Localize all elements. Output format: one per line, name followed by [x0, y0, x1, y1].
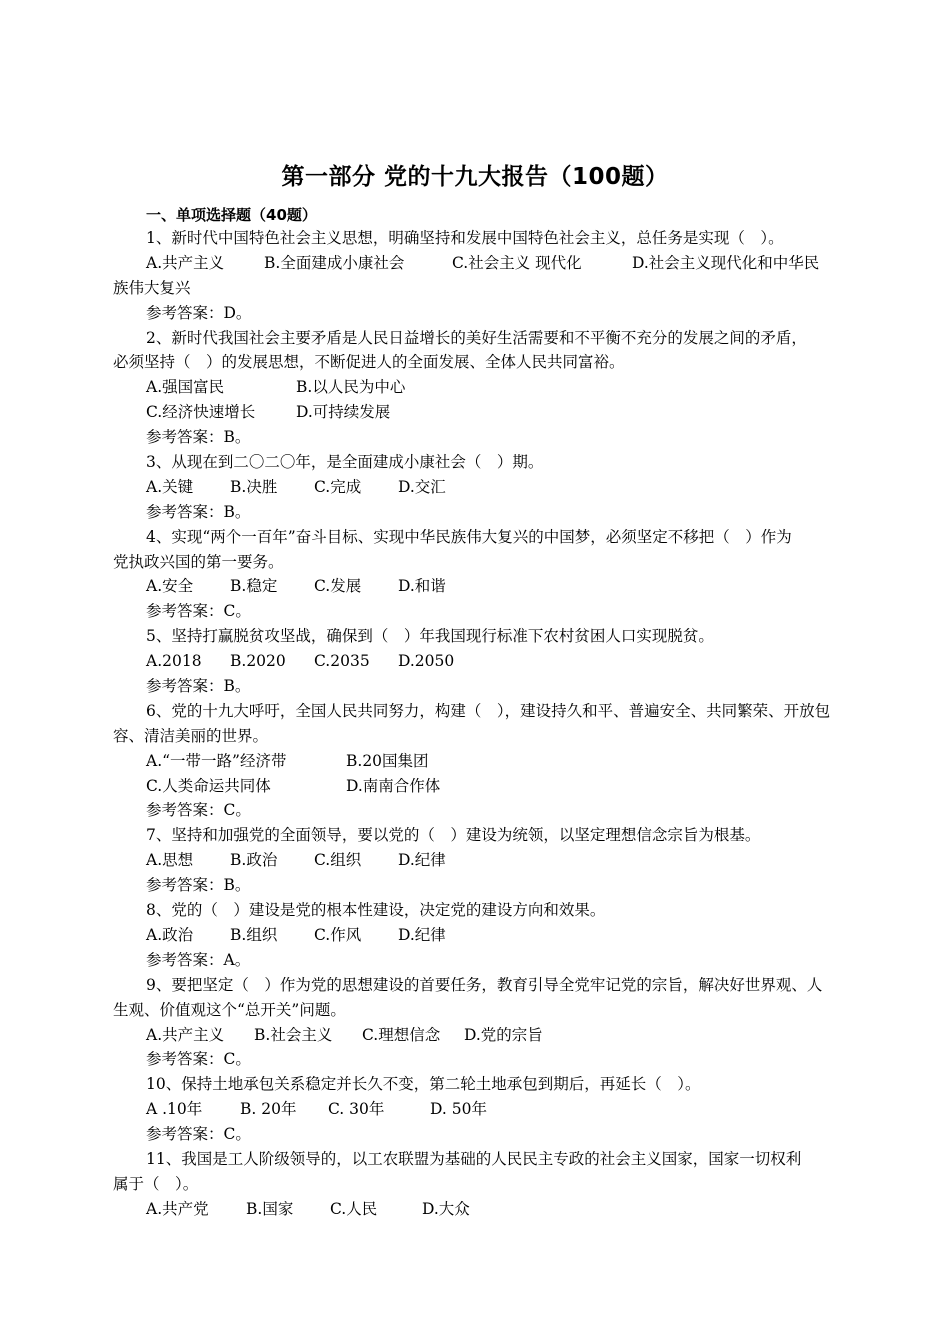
- question-text: 3、从现在到二〇二〇年，是全面建成小康社会（ ）期。: [146, 453, 544, 472]
- answer-text: 参考答案：B。: [146, 428, 251, 447]
- option-text: C.2035: [314, 652, 370, 671]
- question-text: 9、要把坚定（ ）作为党的思想建设的首要任务，教育引导全党牢记党的宗旨，解决好世界观、人: [146, 975, 823, 994]
- option-text: A.思想: [146, 851, 194, 870]
- option-text: D. 50年: [430, 1100, 487, 1119]
- option-text: D.纪律: [398, 851, 446, 870]
- answer-text: 参考答案：C。: [146, 801, 251, 820]
- question-text: 容、清洁美丽的世界。: [113, 726, 269, 745]
- option-text: C.发展: [314, 577, 362, 596]
- option-text: B.国家: [246, 1199, 294, 1218]
- option-text: B.社会主义: [254, 1025, 333, 1044]
- question-text: 2、新时代我国社会主要矛盾是人民日益增长的美好生活需要和不平衡不充分的发展之间的矛盾，: [146, 328, 807, 347]
- answer-text: 参考答案：D。: [146, 303, 252, 322]
- answer-text: 参考答案：B。: [146, 677, 251, 696]
- option-text: D.交汇: [398, 477, 446, 496]
- option-text: C. 30年: [328, 1100, 385, 1119]
- question-text: 1、新时代中国特色社会主义思想，明确坚持和发展中国特色社会主义，总任务是实现（ ）。: [146, 229, 784, 247]
- option-text: B.决胜: [230, 477, 278, 496]
- answer-text: 参考答案：C。: [146, 1125, 251, 1144]
- option-text: A.安全: [146, 577, 194, 596]
- option-text: C.人类命运共同体: [146, 776, 271, 795]
- option-text: B.2020: [230, 652, 286, 671]
- page-title: 第一部分 党的十九大报告（100题）: [281, 164, 669, 190]
- answer-text: 参考答案：A。: [146, 950, 251, 969]
- option-text: C.经济快速增长: [146, 403, 256, 422]
- option-continuation: 族伟大复兴: [113, 278, 191, 297]
- option-text: C.作风: [314, 925, 362, 944]
- answer-text: 参考答案：B。: [146, 502, 251, 521]
- option-text: B.政治: [230, 851, 278, 870]
- question-text: 属于（ ）。: [113, 1174, 199, 1193]
- option-text: D.2050: [398, 652, 455, 671]
- option-text: A.强国富民: [146, 378, 225, 397]
- option-text: B.全面建成小康社会: [264, 253, 405, 272]
- options-row: [113, 774, 843, 799]
- question-text: 8、党的（ ）建设是党的根本性建设，决定党的建设方向和效果。: [146, 901, 606, 920]
- option-text: C.组织: [314, 851, 362, 870]
- answer-text: 参考答案：B。: [146, 876, 251, 895]
- option-text: B.以人民为中心: [296, 378, 406, 397]
- section-heading: 一、单项选择题（40题）: [146, 206, 317, 224]
- answer-text: 参考答案：C。: [146, 1050, 251, 1069]
- question-text: 5、坚持打赢脱贫攻坚战，确保到（ ）年我国现行标准下农村贫困人口实现脱贫。: [146, 627, 714, 646]
- option-text: A.共产主义: [146, 1025, 225, 1044]
- option-text: A.2018: [146, 652, 202, 671]
- option-text: D.大众: [422, 1199, 470, 1218]
- option-text: C.人民: [330, 1199, 378, 1218]
- option-text: D.可持续发展: [296, 403, 391, 422]
- question-text: 生观、价值观这个“总开关”问题。: [113, 1000, 346, 1019]
- question-text: 10、保持土地承包关系稳定并长久不变，第二轮土地承包到期后，再延长（ ）。: [146, 1075, 701, 1094]
- option-text: D.社会主义现代化和中华民: [632, 253, 820, 272]
- options-row: [113, 475, 843, 500]
- question-text: 4、实现“两个一百年”奋斗目标、实现中华民族伟大复兴的中国梦，必须坚定不移把（ ）作为: [146, 527, 792, 546]
- options-row: [113, 1197, 843, 1222]
- option-text: D.纪律: [398, 925, 446, 944]
- option-text: B. 20年: [240, 1100, 297, 1119]
- option-text: D.南南合作体: [346, 776, 441, 795]
- option-text: C.社会主义 现代化: [452, 253, 582, 272]
- option-text: B.20国集团: [346, 751, 429, 770]
- options-row: [113, 749, 843, 774]
- question-text: 7、坚持和加强党的全面领导，要以党的（ ）建设为统领，以坚定理想信念宗旨为根基。: [146, 826, 761, 845]
- options-row: [113, 923, 843, 948]
- option-text: C.完成: [314, 477, 362, 496]
- options-row: [113, 574, 843, 599]
- options-row: [113, 1097, 843, 1122]
- options-row: [113, 848, 843, 873]
- option-text: A.政治: [146, 925, 194, 944]
- option-text: D.党的宗旨: [464, 1025, 543, 1044]
- option-text: B.稳定: [230, 577, 278, 596]
- option-text: A.共产主义: [146, 253, 225, 272]
- options-row: [113, 649, 843, 674]
- option-text: A.共产党: [146, 1199, 209, 1218]
- option-text: A.关键: [146, 477, 194, 496]
- option-text: D.和谐: [398, 577, 446, 596]
- options-row: [113, 251, 843, 276]
- option-text: A.“一带一路”经济带: [146, 751, 287, 770]
- question-text: 党执政兴国的第一要务。: [113, 552, 284, 571]
- question-text: 11、我国是工人阶级领导的，以工农联盟为基础的人民民主专政的社会主义国家，国家一切权利: [146, 1149, 802, 1168]
- options-row: [113, 375, 843, 400]
- option-text: C.理想信念: [362, 1025, 441, 1044]
- question-list: [113, 226, 843, 1222]
- options-row: [113, 1023, 843, 1048]
- answer-text: 参考答案：C。: [146, 602, 251, 621]
- option-text: A .10年: [146, 1100, 203, 1119]
- question-text: 6、党的十九大呼吁，全国人民共同努力，构建（ ），建设持久和平、普遍安全、共同繁荣、开放包: [146, 701, 831, 720]
- question-text: 必须坚持（ ）的发展思想，不断促进人的全面发展、全体人民共同富裕。: [113, 353, 625, 372]
- option-text: B.组织: [230, 925, 278, 944]
- options-row: [113, 400, 843, 425]
